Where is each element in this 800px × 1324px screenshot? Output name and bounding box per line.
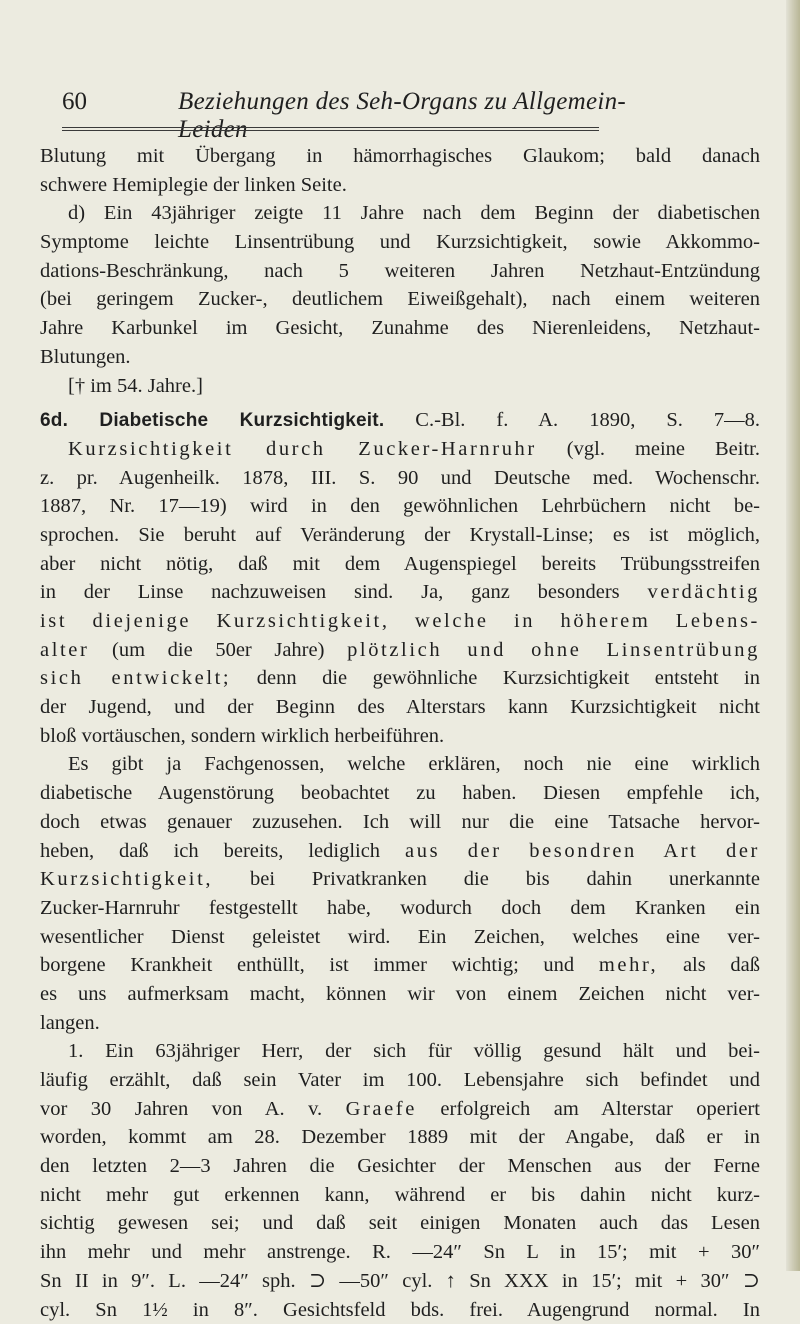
text-line: alter (um die 50er Jahre) plötzlich und ohne Linsentrübung: [40, 636, 760, 665]
page-edge-shadow: [786, 0, 800, 1271]
text-line: Sn II in 9″. L. —24″ sph. ⊃ —50″ cyl. ↑ Sn XXX in 15′; mit + 30″ ⊃: [40, 1267, 760, 1296]
text-line: in der Linse nachzuweisen sind. Ja, ganz besonders verdächtig: [40, 578, 760, 607]
text-line: Symptome leichte Linsentrübung und Kurzsichtigkeit, sowie Akkommo-: [40, 228, 760, 257]
page-number: 60: [62, 88, 87, 116]
text-line: z. pr. Augenheilk. 1878, III. S. 90 und Deutsche med. Wochenschr.: [40, 464, 760, 493]
header-rule: [62, 127, 599, 128]
text-line: läufig erzählt, daß sein Vater im 100. Lebensjahre sich befindet und: [40, 1066, 760, 1095]
header-rule-double: [62, 130, 599, 131]
text-line: Kurzsichtigkeit durch Zucker-Harnruhr (vgl. meine Beitr.: [40, 435, 760, 464]
text-line: schwere Hemiplegie der linken Seite.: [40, 171, 760, 200]
text-line: Blutungen.: [40, 343, 760, 372]
section-heading-line: [40, 406, 760, 435]
text-line: 1887, Nr. 17—19) wird in den gewöhnlichen Lehrbüchern nicht be-: [40, 492, 760, 521]
text-line: [† im 54. Jahre.]: [40, 372, 760, 401]
running-title: Beziehungen des Seh-Organs zu Allgemein-Leiden: [178, 88, 662, 144]
text-line: den letzten 2—3 Jahren die Gesichter der Menschen aus der Ferne: [40, 1152, 760, 1181]
text-line: wesentlicher Dienst geleistet wird. Ein Zeichen, welches eine ver-: [40, 923, 760, 952]
text-line: worden, kommt am 28. Dezember 1889 mit der Angabe, daß er in: [40, 1123, 760, 1152]
text-line: Blutung mit Übergang in hämorrhagisches Glaukom; bald danach: [40, 142, 760, 171]
text-line: Jahre Karbunkel im Gesicht, Zunahme des Nierenleidens, Netzhaut-: [40, 314, 760, 343]
text-line: 1. Ein 63jähriger Herr, der sich für völlig gesund hält und bei-: [40, 1037, 760, 1066]
text-line: (bei geringem Zucker-, deutlichem Eiweißgehalt), nach einem weiteren: [40, 285, 760, 314]
section-heading: 6d. Diabetische Kurzsichtigkeit.: [40, 410, 384, 431]
text-line: d) Ein 43jähriger zeigte 11 Jahre nach dem Beginn der diabetischen: [40, 199, 760, 228]
text-line: es uns aufmerksam macht, können wir von einem Zeichen nicht ver-: [40, 980, 760, 1009]
body-text: [40, 142, 760, 1324]
section-reference: C.-Bl. f. A. 1890, S. 7—8.: [384, 409, 760, 431]
text-line: Es gibt ja Fachgenossen, welche erklären, noch nie eine wirklich: [40, 750, 760, 779]
text-line: bloß vortäuschen, sondern wirklich herbeiführen.: [40, 722, 760, 751]
text-line: Zucker-Harnruhr festgestellt habe, wodurch doch dem Kranken ein: [40, 894, 760, 923]
text-line: der Jugend, und der Beginn des Alterstars kann Kurzsichtigkeit nicht: [40, 693, 760, 722]
text-line: aber nicht nötig, daß mit dem Augenspiegel bereits Trübungsstreifen: [40, 550, 760, 579]
text-line: cyl. Sn 1½ in 8″. Gesichtsfeld bds. frei. Augengrund normal. In: [40, 1296, 760, 1324]
text-line: nicht mehr gut erkennen kann, während er bis dahin nicht kurz-: [40, 1181, 760, 1210]
text-line: sich entwickelt; denn die gewöhnliche Kurzsichtigkeit entsteht in: [40, 664, 760, 693]
text-line: doch etwas genauer zuzusehen. Ich will nur die eine Tatsache hervor-: [40, 808, 760, 837]
text-line: vor 30 Jahren von A. v. Graefe erfolgreich am Alterstar operiert: [40, 1095, 760, 1124]
text-line: ist diejenige Kurzsichtigkeit, welche in höherem Lebens-: [40, 607, 760, 636]
text-line: sichtig gewesen sei; und daß seit einigen Monaten auch das Lesen: [40, 1209, 760, 1238]
text-line: Kurzsichtigkeit, bei Privatkranken die bis dahin unerkannte: [40, 865, 760, 894]
text-line: borgene Krankheit enthüllt, ist immer wichtig; und mehr, als daß: [40, 951, 760, 980]
page-header: [62, 88, 662, 122]
text-line: diabetische Augenstörung beobachtet zu haben. Diesen empfehle ich,: [40, 779, 760, 808]
text-line: ihn mehr und mehr anstrenge. R. —24″ Sn L in 15′; mit + 30″: [40, 1238, 760, 1267]
text-line: sprochen. Sie beruht auf Veränderung der Krystall-Linse; es ist möglich,: [40, 521, 760, 550]
text-line: dations-Beschränkung, nach 5 weiteren Jahren Netzhaut-Entzündung: [40, 257, 760, 286]
text-line: langen.: [40, 1009, 760, 1038]
text-line: heben, daß ich bereits, lediglich aus der besondren Art der: [40, 837, 760, 866]
